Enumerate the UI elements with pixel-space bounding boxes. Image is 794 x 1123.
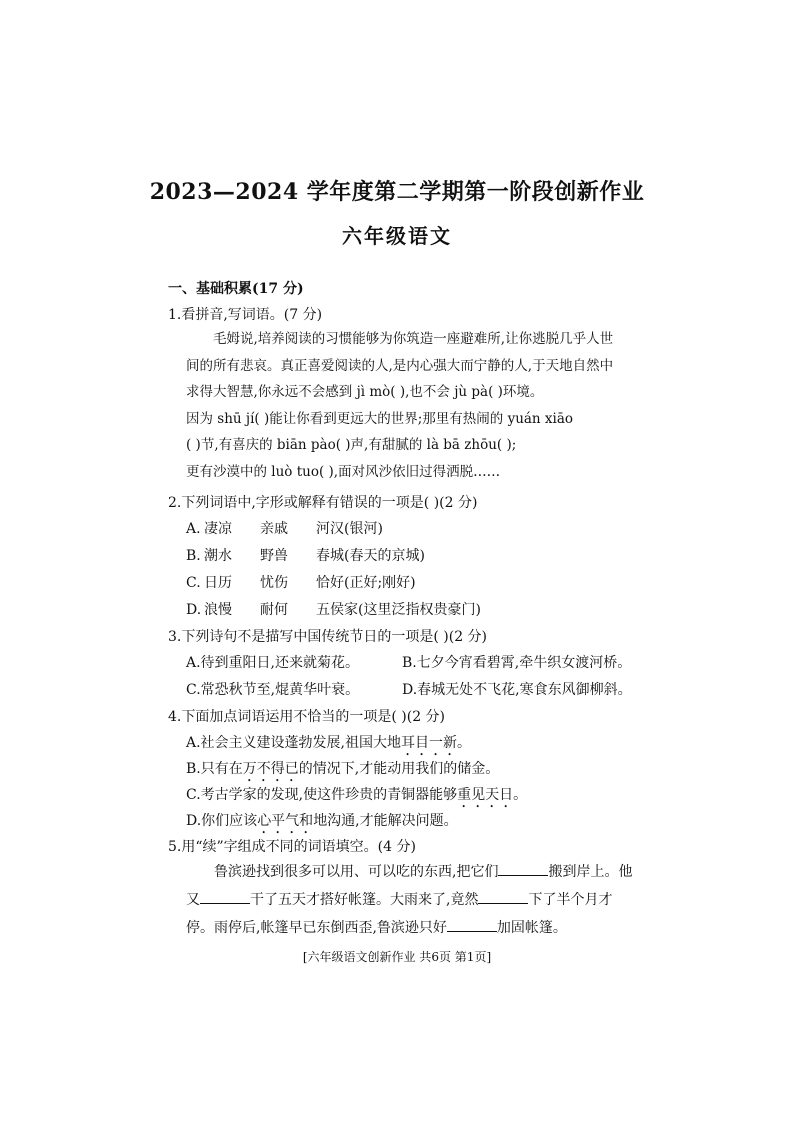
fill-blank[interactable]: [498, 863, 548, 876]
option-word: 日历: [204, 575, 232, 591]
q5-text: 下了半个月才: [528, 892, 613, 908]
option-word: 五侯家(这里泛指权贵豪门): [316, 602, 481, 618]
q4-prompt: 4.下面加点词语运用不恰当的一项是( )(2 分): [168, 709, 446, 725]
dotted-word: 万不得已: [242, 761, 299, 777]
option-word: 野兽: [260, 548, 288, 564]
option-label: D.: [186, 602, 202, 618]
q3-option-d: D.春城无处不飞花,寒食东风御柳斜。: [402, 682, 632, 698]
option-text: C.考古学家的发现,使这件珍贵的青铜器能够: [186, 787, 458, 803]
option-label: B.: [186, 548, 201, 564]
q4-option-c: [186, 784, 527, 811]
option-text: 。: [513, 787, 528, 803]
q2-option-c: [186, 572, 416, 592]
option-text: 的情况下,才能动用我们的储金。: [298, 761, 500, 777]
q2-option-b: [186, 545, 425, 565]
option-word: 河汉(银河): [316, 521, 383, 537]
page-title: 2023—2024 学年度第二学期第一阶段创新作业: [149, 179, 645, 205]
section-heading: 一、基础积累(17 分): [168, 281, 304, 297]
fill-blank[interactable]: [200, 891, 250, 904]
q2-option-a: [186, 518, 383, 538]
q1-line: 因为 shū jí( )能让你看到更远大的世界;那里有热闹的 yuán xiāo: [186, 410, 574, 427]
q1-line: ( )节,有喜庆的 biān pào( )声,有甜腻的 là bā zhōu( );: [186, 437, 517, 453]
q4-option-a: [186, 732, 471, 759]
q5-text: 鲁滨逊找到很多可以用、可以吃的东西,把它们: [214, 864, 499, 880]
option-word: 凄凉: [204, 521, 232, 537]
option-word: 耐何: [260, 602, 288, 618]
q5-prompt: 5.用“续”字组成不同的词语填空。(4 分): [168, 839, 416, 855]
dotted-word: 耳目一新: [401, 735, 458, 751]
q1-line: 毛姆说,培养阅读的习惯能够为你筑造一座避难所,让你逃脱几乎人世: [213, 331, 614, 347]
q2-option-d: [186, 599, 481, 619]
q3-prompt: 3.下列诗句不是描写中国传统节日的一项是( )(2 分): [168, 629, 488, 645]
option-label: C.: [186, 575, 201, 591]
q3-option-c: C.常恐秋节至,焜黄华叶衰。: [186, 682, 360, 698]
option-text: B.只有在: [186, 761, 243, 777]
option-word: 春城(春天的京城): [316, 548, 425, 564]
option-word: 恰好(正好;刚好): [316, 575, 416, 591]
q1-line: 间的所有悲哀。真正喜爱阅读的人,是内心强大而宁静的人,于天地自然中: [186, 357, 614, 374]
option-text: 。: [457, 735, 472, 751]
page-footer: [六年级语文创新作业 共6页 第1页]: [302, 950, 492, 964]
option-text: 地沟通,才能解决问题。: [313, 813, 458, 829]
option-word: 忧伤: [260, 575, 288, 591]
q3-option-b: B.七夕今宵看碧霄,牵牛织女渡河桥。: [402, 655, 632, 671]
q3-option-a: A.待到重阳日,还来就菊花。: [186, 655, 360, 671]
page-subtitle: 六年级语文: [342, 224, 452, 248]
q5-text: 搬到岸上。他: [548, 864, 633, 880]
option-word: 潮水: [204, 548, 232, 564]
option-label: A.: [186, 521, 201, 537]
q5-text: 加固帐篷。: [496, 920, 567, 936]
option-word: 亲戚: [260, 521, 288, 537]
q4-option-b: [186, 758, 499, 785]
option-text: A.社会主义建设蓬勃发展,祖国大地: [186, 735, 402, 751]
q1-line: 求得大智慧,你永远不会感到 jì mò( ),也不会 jù pà( )环境。: [186, 384, 544, 400]
q1-line: 更有沙漠中的 luò tuo( ),面对风沙依旧过得洒脱……: [186, 463, 501, 480]
fill-blank[interactable]: [478, 891, 528, 904]
q5-text: 干了五天才搭好帐篷。大雨来了,竟然: [250, 892, 479, 908]
option-word: 浪慢: [204, 602, 232, 618]
option-text: D.你们应该: [186, 813, 258, 829]
q1-prompt: 1.看拼音,写词语。(7 分): [168, 307, 323, 323]
q5-passage: [186, 858, 634, 942]
dotted-word: 心平气和: [257, 813, 314, 829]
q5-text: 停。雨停后,帐篷早已东倒西歪,鲁滨逊只好: [186, 920, 447, 936]
q5-text: 又: [186, 892, 200, 908]
q1-passage: [186, 326, 634, 485]
q2-prompt: 2.下列词语中,字形或解释有错误的一项是( )(2 分): [168, 495, 478, 511]
dotted-word: 重见天日: [457, 787, 514, 803]
fill-blank[interactable]: [447, 919, 497, 932]
q4-option-d: [186, 810, 458, 837]
